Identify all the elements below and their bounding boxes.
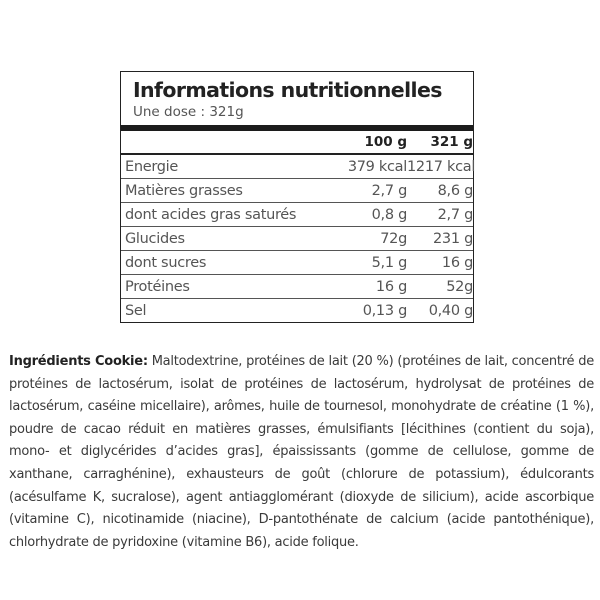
table-row — [121, 299, 473, 322]
table-row — [121, 251, 473, 275]
value-321g: 16 g — [441, 254, 473, 271]
table-row — [121, 179, 473, 203]
nutrient-name: dont acides gras saturés — [125, 206, 297, 223]
nutrition-rows — [121, 155, 476, 322]
nutrition-header — [121, 72, 473, 131]
column-headers — [121, 131, 473, 155]
value-100g: 5,1 g — [371, 254, 407, 271]
nutrient-name: Glucides — [125, 230, 185, 247]
table-row — [121, 155, 476, 179]
value-321g: 52g — [446, 278, 473, 295]
nutrient-name: Matières grasses — [125, 182, 243, 199]
value-100g: 72g — [380, 230, 407, 247]
ingredients-label: Ingrédients Cookie: — [9, 354, 148, 369]
value-100g: 379 kcal — [347, 158, 407, 175]
value-100g: 0,13 g — [362, 302, 407, 319]
value-321g: 0,40 g — [428, 302, 473, 319]
column-header-321g: 321 g — [430, 134, 473, 150]
nutrient-name: Protéines — [125, 278, 190, 295]
table-row — [121, 227, 473, 251]
nutrition-table — [120, 71, 474, 323]
value-321g: 231 g — [433, 230, 473, 247]
nutrient-name: Energie — [125, 158, 179, 175]
value-100g: 2,7 g — [371, 182, 407, 199]
value-321g: 8,6 g — [437, 182, 473, 199]
column-header-100g: 100 g — [364, 134, 407, 150]
table-row — [121, 275, 473, 299]
nutrient-name: dont sucres — [125, 254, 207, 271]
value-321g: 2,7 g — [437, 206, 473, 223]
value-100g: 16 g — [375, 278, 407, 295]
nutrient-name: Sel — [125, 302, 147, 319]
ingredients-paragraph — [9, 351, 594, 554]
serving-size: Une dose : 321g — [133, 104, 244, 120]
table-row — [121, 203, 473, 227]
value-100g: 0,8 g — [371, 206, 407, 223]
value-321g: 1217 kcal — [407, 158, 476, 175]
ingredients-text: Maltodextrine, protéines de lait (20 %) (protéines de lait, concentré de protéines de lactosérum, isolat de protéines de lactosérum, hydrolysat de protéines de lactosérum, caséine micellaire), arômes, huile de tournesol, monohydrate de créatine (1 %), poudre de cacao réduit en matières grasses, émulsifiants [lécithines (contient du soja), mono- et diglycérides d’acides gras], épaississants (gomme de cellulose, gomme de xanthane, carraghénine), exhausteurs de goût (chlorure de potassium), édulcorants (acésulfame K, sucralose), agent antiagglomérant (dioxyde de silicium), acide ascorbique (vitamine C), nicotinamide (niacine), D-pantothénate de calcium (acide pantothénique), chlorhydrate de pyridoxine (vitamine B6), acide folique. — [9, 354, 594, 550]
nutrition-title: Informations nutritionnelles — [133, 78, 442, 102]
